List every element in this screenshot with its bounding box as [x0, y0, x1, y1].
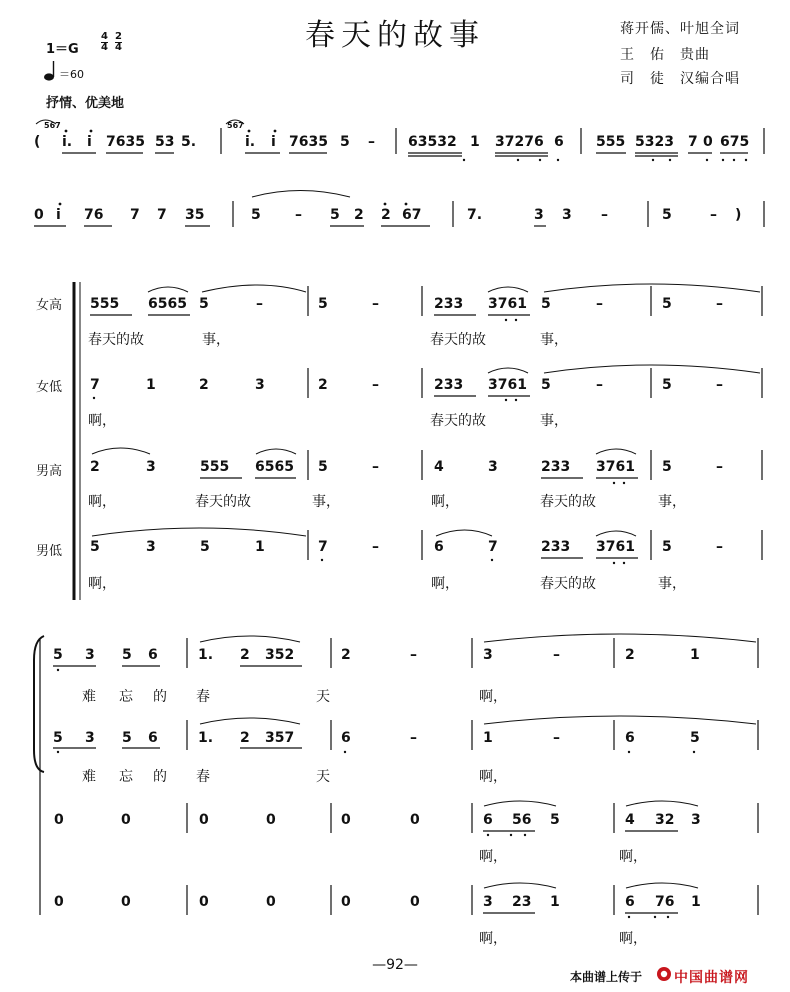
note: – — [372, 377, 379, 393]
note: 0 — [410, 812, 420, 828]
note: 5 — [53, 730, 63, 746]
note: 1. — [198, 647, 214, 663]
note: – — [716, 539, 723, 555]
note: 2 — [341, 647, 351, 663]
lyric: 春 — [196, 689, 210, 705]
note: 7 — [318, 539, 328, 555]
site-logo-icon — [656, 966, 672, 982]
lyric: 啊， — [431, 494, 459, 510]
note: 6 — [434, 539, 444, 555]
note: 0 — [199, 894, 209, 910]
note: 6 — [483, 812, 493, 828]
note: 3761 — [488, 296, 527, 312]
note: 3 — [488, 459, 498, 475]
time-signature-b: 2 4 — [115, 31, 122, 53]
voice-label-tenor: 男高 — [36, 464, 63, 479]
note: 56 — [512, 812, 532, 828]
note: 63532 — [408, 134, 457, 150]
note: 555 — [200, 459, 230, 475]
note: – — [372, 296, 379, 312]
note: 5 — [122, 647, 132, 663]
note: 0 — [54, 812, 64, 828]
note: 0 — [54, 894, 64, 910]
lyric: 忘 — [119, 769, 133, 785]
note: i — [56, 207, 61, 223]
note: 3 — [146, 459, 156, 475]
composer-credit: 王 佑 贵曲 — [620, 47, 710, 63]
lyric: 啊， — [619, 849, 647, 865]
note: 35 — [185, 207, 205, 223]
note: 76 — [655, 894, 675, 910]
note: 1. — [198, 730, 214, 746]
note: 555 — [90, 296, 120, 312]
note: – — [601, 207, 608, 223]
note: 6 — [341, 730, 351, 746]
note: – — [553, 730, 560, 746]
arranger-credit: 司 徒 汉编合唱 — [620, 71, 740, 87]
note: 6 — [625, 730, 635, 746]
note: 1 — [255, 539, 265, 555]
note: 5 — [662, 539, 672, 555]
note: 0 — [410, 894, 420, 910]
note: 0 — [341, 894, 351, 910]
note: 3 — [146, 539, 156, 555]
note: 5 — [122, 730, 132, 746]
lyric: 事， — [312, 494, 340, 510]
note: 3 — [691, 812, 701, 828]
note: 3 — [255, 377, 265, 393]
note: 1 — [146, 377, 156, 393]
song-title: 春天的故事 — [305, 18, 485, 53]
upload-credit: 本曲谱上传于 — [570, 970, 643, 984]
lyric: 事， — [202, 332, 230, 348]
note: 37276 — [495, 134, 544, 150]
note: 5 — [662, 296, 672, 312]
note: 3761 — [596, 459, 635, 475]
note: 7 — [130, 207, 140, 223]
site-brand[interactable]: 中国曲谱网 — [674, 970, 749, 986]
lyric: 的 — [153, 769, 167, 785]
note: 23 — [512, 894, 532, 910]
note: – — [716, 296, 723, 312]
note: 352 — [265, 647, 295, 663]
note: 233 — [434, 377, 464, 393]
key-signature: 1＝G — [46, 42, 79, 57]
note: 6 — [148, 730, 158, 746]
note: 233 — [541, 459, 571, 475]
note: – — [716, 377, 723, 393]
lyric: 春天的故 — [430, 332, 486, 348]
lyric: 春天的故 — [540, 494, 596, 510]
grace-notes: 567 — [44, 121, 61, 130]
note: ) — [735, 207, 742, 223]
lyric: 忘 — [119, 689, 133, 705]
note: 5 — [199, 296, 209, 312]
note: 2 — [240, 647, 250, 663]
note: 5 — [541, 296, 551, 312]
lyric: 啊， — [479, 689, 507, 705]
note: 0 — [121, 812, 131, 828]
note: i. — [62, 134, 73, 150]
note: 0 — [199, 812, 209, 828]
note: 3761 — [596, 539, 635, 555]
note: – — [372, 539, 379, 555]
note: 675 — [720, 134, 750, 150]
note: i — [87, 134, 92, 150]
note: 6565 — [255, 459, 294, 475]
note: 5 — [550, 812, 560, 828]
note: 5 — [90, 539, 100, 555]
note: 3 — [85, 647, 95, 663]
note: 5 — [251, 207, 261, 223]
lyric: 天 — [316, 769, 330, 785]
note: – — [716, 459, 723, 475]
note: 2 — [90, 459, 100, 475]
note: 6 — [625, 894, 635, 910]
note: 2 — [354, 207, 364, 223]
note: i — [271, 134, 276, 150]
note: 1 — [690, 647, 700, 663]
note: 2 — [625, 647, 635, 663]
lyric: 啊， — [88, 576, 116, 592]
note: – — [368, 134, 375, 150]
note: 2 — [318, 377, 328, 393]
note: – — [372, 459, 379, 475]
note: 67 — [402, 207, 422, 223]
lyric: 难 — [82, 769, 96, 785]
note: 6565 — [148, 296, 187, 312]
note: – — [553, 647, 560, 663]
note: 1 — [691, 894, 701, 910]
note: 5 — [690, 730, 700, 746]
lyric: 啊， — [479, 849, 507, 865]
note: 2 — [199, 377, 209, 393]
voice-label-alto: 女低 — [36, 380, 63, 395]
lyric: 事， — [540, 413, 568, 429]
note: 5 — [318, 296, 328, 312]
lyricist-credit: 蒋开儒、叶旭全词 — [620, 21, 740, 37]
note: 5 — [340, 134, 350, 150]
note: – — [596, 377, 603, 393]
note: 5 — [541, 377, 551, 393]
lyric: 的 — [153, 689, 167, 705]
note: 7 — [90, 377, 100, 393]
note: 0 — [266, 812, 276, 828]
note: 357 — [265, 730, 295, 746]
note: 76 — [84, 207, 104, 223]
lyric: 事， — [658, 494, 686, 510]
note: 5 — [318, 459, 328, 475]
note: 5323 — [635, 134, 674, 150]
lyric: 天 — [316, 689, 330, 705]
lyric: 春天的故 — [195, 494, 251, 510]
note: 3 — [85, 730, 95, 746]
note: – — [410, 647, 417, 663]
note: 2 — [381, 207, 391, 223]
note: 7 — [688, 134, 698, 150]
note: 2 — [240, 730, 250, 746]
expression-mark: 抒情、优美地 — [46, 96, 125, 111]
note: i. — [245, 134, 256, 150]
note: 233 — [541, 539, 571, 555]
note: 5 — [662, 207, 672, 223]
note: 5 — [200, 539, 210, 555]
note: 3 — [534, 207, 544, 223]
note: 0 — [121, 894, 131, 910]
lyric: 事， — [540, 332, 568, 348]
note: 4 — [434, 459, 444, 475]
lyric: 啊， — [88, 494, 116, 510]
note: – — [596, 296, 603, 312]
note: 7 — [488, 539, 498, 555]
voice-label-soprano: 女高 — [36, 298, 63, 313]
note: 3 — [483, 647, 493, 663]
lyric: 啊， — [479, 769, 507, 785]
note: 32 — [655, 812, 675, 828]
note: 3 — [483, 894, 493, 910]
note: 4 — [625, 812, 635, 828]
note: – — [256, 296, 263, 312]
note: 555 — [596, 134, 626, 150]
note: – — [295, 207, 302, 223]
lyric: 春天的故 — [430, 413, 486, 429]
note: 6 — [554, 134, 564, 150]
note: 5 — [330, 207, 340, 223]
note: 6 — [148, 647, 158, 663]
note: 5 — [662, 459, 672, 475]
lyric: 啊， — [619, 931, 647, 947]
lyric: 事， — [658, 576, 686, 592]
note: 0 — [703, 134, 713, 150]
note: 0 — [34, 207, 44, 223]
lyric: 啊， — [88, 413, 116, 429]
note: 7635 — [106, 134, 145, 150]
note: 1 — [483, 730, 493, 746]
note: 7635 — [289, 134, 328, 150]
note: – — [710, 207, 717, 223]
lyric: 啊， — [479, 931, 507, 947]
grace-notes: 567 — [227, 121, 244, 130]
note: 53 — [155, 134, 175, 150]
note: 233 — [434, 296, 464, 312]
voice-label-bass: 男低 — [36, 544, 63, 559]
lyric: 春天的故 — [88, 332, 144, 348]
note: 7. — [467, 207, 483, 223]
note: – — [410, 730, 417, 746]
note: 5. — [181, 134, 197, 150]
note: 5 — [662, 377, 672, 393]
note: 5 — [53, 647, 63, 663]
note: 7 — [157, 207, 167, 223]
note: 3 — [562, 207, 572, 223]
time-signature-a: 4 4 — [101, 31, 108, 53]
note: 1 — [550, 894, 560, 910]
note: 1 — [470, 134, 480, 150]
note: 0 — [266, 894, 276, 910]
lyric: 难 — [82, 689, 96, 705]
lyric: 啊， — [431, 576, 459, 592]
score-page: 春天的故事 蒋开儒、叶旭全词 王 佑 贵曲 司 徒 汉编合唱 1＝G 4 4 2 4 ＝60 抒情、优美地 ( 567 i. i 7635 53 5. 567 i. i 7635 5 – 63532 1 37276 6 555 5323 7 0 675 0 i 76 7 7 35 5 – 5 2 2 67 7. 3 3 – 5 – ) 女高 女低 男高 男低 555 6565 5 – 5 – 233 3761 5 – 5 – 春天的故 事， 春天的故 事， 7 1 2 3 2 – 233 3761 5 – 5 – 啊， 春天的故 事， 2 3 555 6565 5 – 4 3 233 3761 5 – 啊， 春天的故 事， 啊， 春天的故 事， 5 3 5 1 7 – 6 7 233 3761 5 – 啊， 啊， 春天的故 事， 5 3 5 6 1. 2 352 2 – 3 – 2 1 难 忘 的 春 天 啊， 5 3 5 6 1. 2 357 6 – 1 – 6 5 难 忘 的 春 天 啊， 0 0 0 0 0 0 6 56 5 4 32 3 啊， 啊， 0 0 0 0 0 0 3 23 1 6 76 1 啊， 啊， —92— 本曲谱上传于 中国曲谱网 — [0, 0, 790, 992]
note: 3761 — [488, 377, 527, 393]
lyric: 春 — [196, 769, 210, 785]
note: 0 — [341, 812, 351, 828]
lyric: 春天的故 — [540, 576, 596, 592]
page-number: —92— — [372, 957, 418, 973]
tempo-value: ＝60 — [59, 68, 84, 81]
